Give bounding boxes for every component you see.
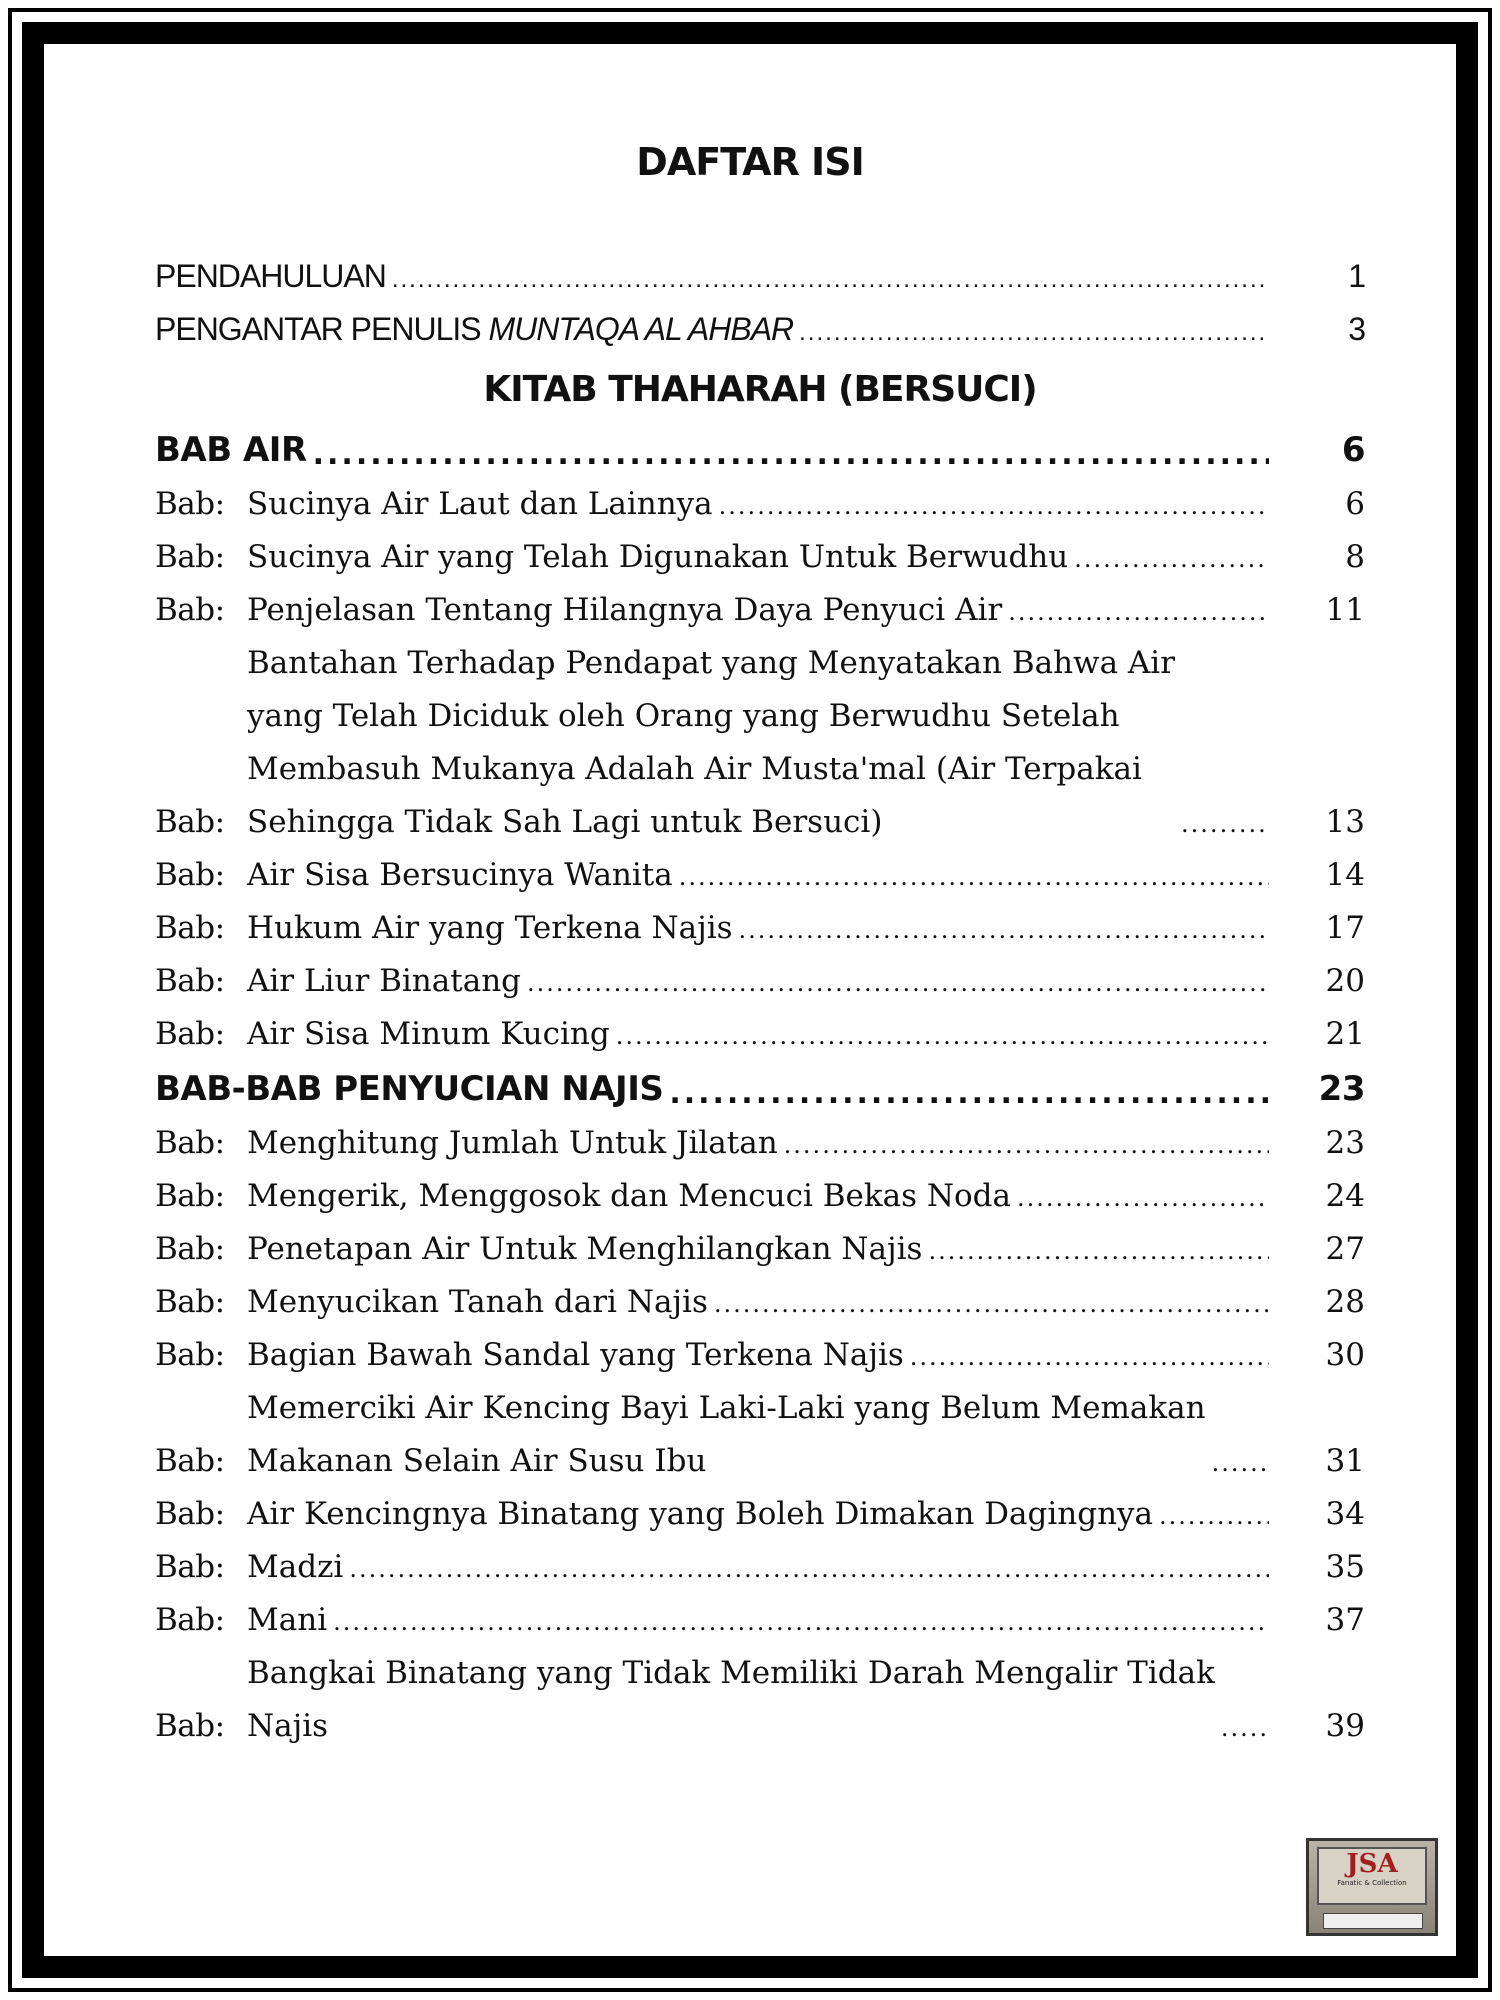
entry-line: BAB-BAB PENYUCIAN NAJIS [155, 1069, 664, 1109]
entry-line: Sehingga Tidak Sah Lagi untuk Bersuci) [247, 804, 883, 840]
entry-prefix: Bab: [155, 1231, 225, 1267]
entry-prefix: Bab: [155, 804, 225, 840]
page-number: 3 [1348, 311, 1365, 347]
entry-line: Penjelasan Tentang Hilangnya Daya Penyuci Air [247, 592, 1003, 628]
entry-title [247, 1117, 1275, 1170]
page-number: 1 [1348, 258, 1365, 294]
leader-dots [1159, 1488, 1269, 1541]
entry-lines [247, 1117, 778, 1170]
page-number: 21 [1325, 1016, 1365, 1052]
entry-title [247, 1647, 1275, 1753]
entry-lines [247, 478, 713, 531]
leader-dots [799, 303, 1269, 356]
page-number: 6 [1345, 486, 1365, 522]
entry-line: Mengerik, Menggosok dan Mencuci Bekas Noda [247, 1178, 1012, 1214]
entry-line: Penetapan Air Untuk Menghilangkan Najis [247, 1231, 923, 1267]
chapter-entry [155, 1061, 1365, 1117]
section-entry [155, 1170, 1365, 1223]
page-number: 17 [1325, 910, 1365, 946]
entry-prefix: Bab: [155, 1337, 225, 1373]
entry-line: Air Sisa Minum Kucing [247, 1016, 610, 1052]
logo-text: JSA [1346, 1849, 1398, 1879]
entry-prefix: Bab: [155, 486, 225, 522]
page-number: 20 [1325, 963, 1365, 999]
entry-line: Najis [247, 1708, 329, 1744]
front-matter-entry [155, 303, 1365, 356]
entry-lines [247, 1488, 1153, 1541]
entry-line: Makanan Selain Air Susu Ibu [247, 1443, 707, 1479]
entry-lines [247, 1594, 327, 1647]
page-number: 39 [1325, 1708, 1365, 1744]
leader-dots [333, 1594, 1269, 1647]
page-number: 13 [1325, 804, 1365, 840]
entry-line: Mani [247, 1602, 328, 1638]
section-entry [155, 1329, 1365, 1382]
entry-lines [155, 422, 307, 478]
entry-line: Membasuh Mukanya Adalah Air Musta'mal (Air Terpakai [247, 751, 1142, 787]
section-entry [155, 1276, 1365, 1329]
page-number: 30 [1325, 1337, 1365, 1373]
page-number: 23 [1318, 1069, 1365, 1109]
leader-dots [669, 1064, 1269, 1117]
entry-line: PENGANTAR PENULIS [155, 311, 489, 347]
entry-title [247, 849, 1275, 902]
entry-line: Memerciki Air Kencing Bayi Laki-Laki yang Belum Memakan [247, 1390, 1206, 1426]
entry-prefix: Bab: [155, 1125, 225, 1161]
leader-dots [1181, 796, 1269, 849]
entry-line: Air Sisa Bersucinya Wanita [247, 857, 673, 893]
leader-dots [527, 955, 1269, 1008]
entry-title [155, 250, 1275, 303]
entry-lines [247, 1276, 708, 1329]
section-entry [155, 1223, 1365, 1276]
leader-dots [349, 1541, 1269, 1594]
entry-prefix: Bab: [155, 1708, 225, 1744]
entry-line: Bagian Bawah Sandal yang Terkena Najis [247, 1337, 904, 1373]
entry-prefix: Bab: [155, 1496, 225, 1532]
entry-title [247, 531, 1275, 584]
entry-lines [247, 531, 1068, 584]
section-entry [155, 1647, 1365, 1753]
entry-title [247, 955, 1275, 1008]
leader-dots [714, 1276, 1269, 1329]
entry-lines [247, 584, 1002, 637]
page-number: 23 [1325, 1125, 1365, 1161]
entry-line: yang Telah Diciduk oleh Orang yang Berwudhu Setelah [247, 698, 1120, 734]
entry-line: Menghitung Jumlah Untuk Jilatan [247, 1125, 778, 1161]
entry-line: Air Liur Binatang [247, 963, 522, 999]
entry-line: Madzi [247, 1549, 344, 1585]
entry-line: BAB AIR [155, 430, 307, 470]
entry-title [247, 1594, 1275, 1647]
entry-title [247, 1329, 1275, 1382]
entry-title [247, 902, 1275, 955]
leader-dots [1017, 1170, 1269, 1223]
page-number: 24 [1325, 1178, 1365, 1214]
entry-lines [155, 303, 793, 356]
section-entry [155, 1541, 1365, 1594]
entry-line: Menyucikan Tanah dari Najis [247, 1284, 708, 1320]
entry-title [247, 1382, 1275, 1488]
entry-line: Hukum Air yang Terkena Najis [247, 910, 733, 946]
entry-lines [247, 1170, 1011, 1223]
leader-dots [784, 1117, 1269, 1170]
section-entry [155, 1488, 1365, 1541]
entry-line: PENDAHULUAN [155, 258, 386, 294]
entry-lines [155, 250, 386, 303]
section-entry [155, 1117, 1365, 1170]
page-number: 35 [1325, 1549, 1365, 1585]
publisher-logo [1306, 1838, 1438, 1936]
entry-prefix: Bab: [155, 1549, 225, 1585]
entry-prefix: Bab: [155, 963, 225, 999]
entry-title [155, 1061, 1275, 1117]
entry-title [247, 478, 1275, 531]
page-number: 14 [1325, 857, 1365, 893]
table-of-contents [155, 250, 1365, 1753]
entry-line: Air Kencingnya Binatang yang Boleh Dimakan Dagingnya [247, 1496, 1154, 1532]
entry-title [247, 1008, 1275, 1061]
leader-dots [1074, 531, 1269, 584]
entry-prefix: Bab: [155, 592, 225, 628]
leader-dots [313, 425, 1269, 478]
entry-title [247, 1276, 1275, 1329]
entry-prefix: Bab: [155, 1284, 225, 1320]
logo-keyboard-icon [1323, 1913, 1423, 1929]
entry-line: Bangkai Binatang yang Tidak Memiliki Darah Mengalir Tidak [247, 1655, 1215, 1691]
entry-prefix: Bab: [155, 1016, 225, 1052]
chapter-entry [155, 422, 1365, 478]
kitab-heading: KITAB THAHARAH (BERSUCI) [483, 369, 1037, 410]
entry-lines [247, 1541, 343, 1594]
section-entry [155, 584, 1365, 637]
page-number: 27 [1325, 1231, 1365, 1267]
entry-lines [247, 1223, 922, 1276]
entry-line: Bantahan Terhadap Pendapat yang Menyatakan Bahwa Air [247, 645, 1176, 681]
section-entry [155, 531, 1365, 584]
leader-dots [739, 902, 1269, 955]
page-number: 34 [1325, 1496, 1365, 1532]
entry-line: Sucinya Air Laut dan Lainnya [247, 486, 713, 522]
entry-lines [155, 1061, 663, 1117]
leader-dots [1212, 1435, 1269, 1488]
entry-lines [247, 902, 733, 955]
section-entry [155, 849, 1365, 902]
leader-dots [928, 1223, 1269, 1276]
entry-title [247, 1541, 1275, 1594]
front-matter-entry [155, 250, 1365, 303]
leader-dots [616, 1008, 1269, 1061]
entry-title [247, 637, 1275, 849]
entry-lines [247, 955, 521, 1008]
section-entry [155, 1008, 1365, 1061]
entry-prefix: Bab: [155, 1602, 225, 1638]
entry-lines [247, 1329, 904, 1382]
leader-dots [392, 250, 1269, 303]
leader-dots [910, 1329, 1269, 1382]
section-entry [155, 955, 1365, 1008]
entry-lines [247, 1382, 1206, 1488]
entry-lines [247, 849, 673, 902]
entry-prefix: Bab: [155, 539, 225, 575]
entry-prefix: Bab: [155, 1443, 225, 1479]
section-entry [155, 478, 1365, 531]
page-title: DAFTAR ISI [636, 140, 864, 184]
entry-title [155, 422, 1275, 478]
leader-dots [1008, 584, 1269, 637]
entry-prefix: Bab: [155, 857, 225, 893]
page-number: 6 [1341, 430, 1365, 470]
entry-title [247, 1223, 1275, 1276]
page-number: 37 [1325, 1602, 1365, 1638]
section-entry [155, 1382, 1365, 1488]
entry-prefix: Bab: [155, 1178, 225, 1214]
page-number: 11 [1325, 592, 1365, 628]
entry-title [247, 584, 1275, 637]
logo-subtitle: Fanatic & Collection [1337, 1879, 1407, 1887]
section-entry [155, 902, 1365, 955]
entry-lines [247, 637, 1175, 849]
logo-screen [1317, 1847, 1427, 1905]
entry-title [247, 1170, 1275, 1223]
entry-line: Sucinya Air yang Telah Digunakan Untuk Berwudhu [247, 539, 1069, 575]
entry-title [247, 1488, 1275, 1541]
section-entry [155, 1594, 1365, 1647]
entry-prefix: Bab: [155, 910, 225, 946]
leader-dots [679, 849, 1269, 902]
entry-lines [247, 1647, 1215, 1753]
page-number: 28 [1325, 1284, 1365, 1320]
page-number: 31 [1325, 1443, 1365, 1479]
leader-dots [719, 478, 1269, 531]
entry-lines [247, 1008, 610, 1061]
entry-italic: MUNTAQA AL AHBAR [488, 311, 794, 347]
section-entry [155, 637, 1365, 849]
entry-title [155, 303, 1275, 356]
page-number: 8 [1345, 539, 1365, 575]
leader-dots [1221, 1700, 1269, 1753]
